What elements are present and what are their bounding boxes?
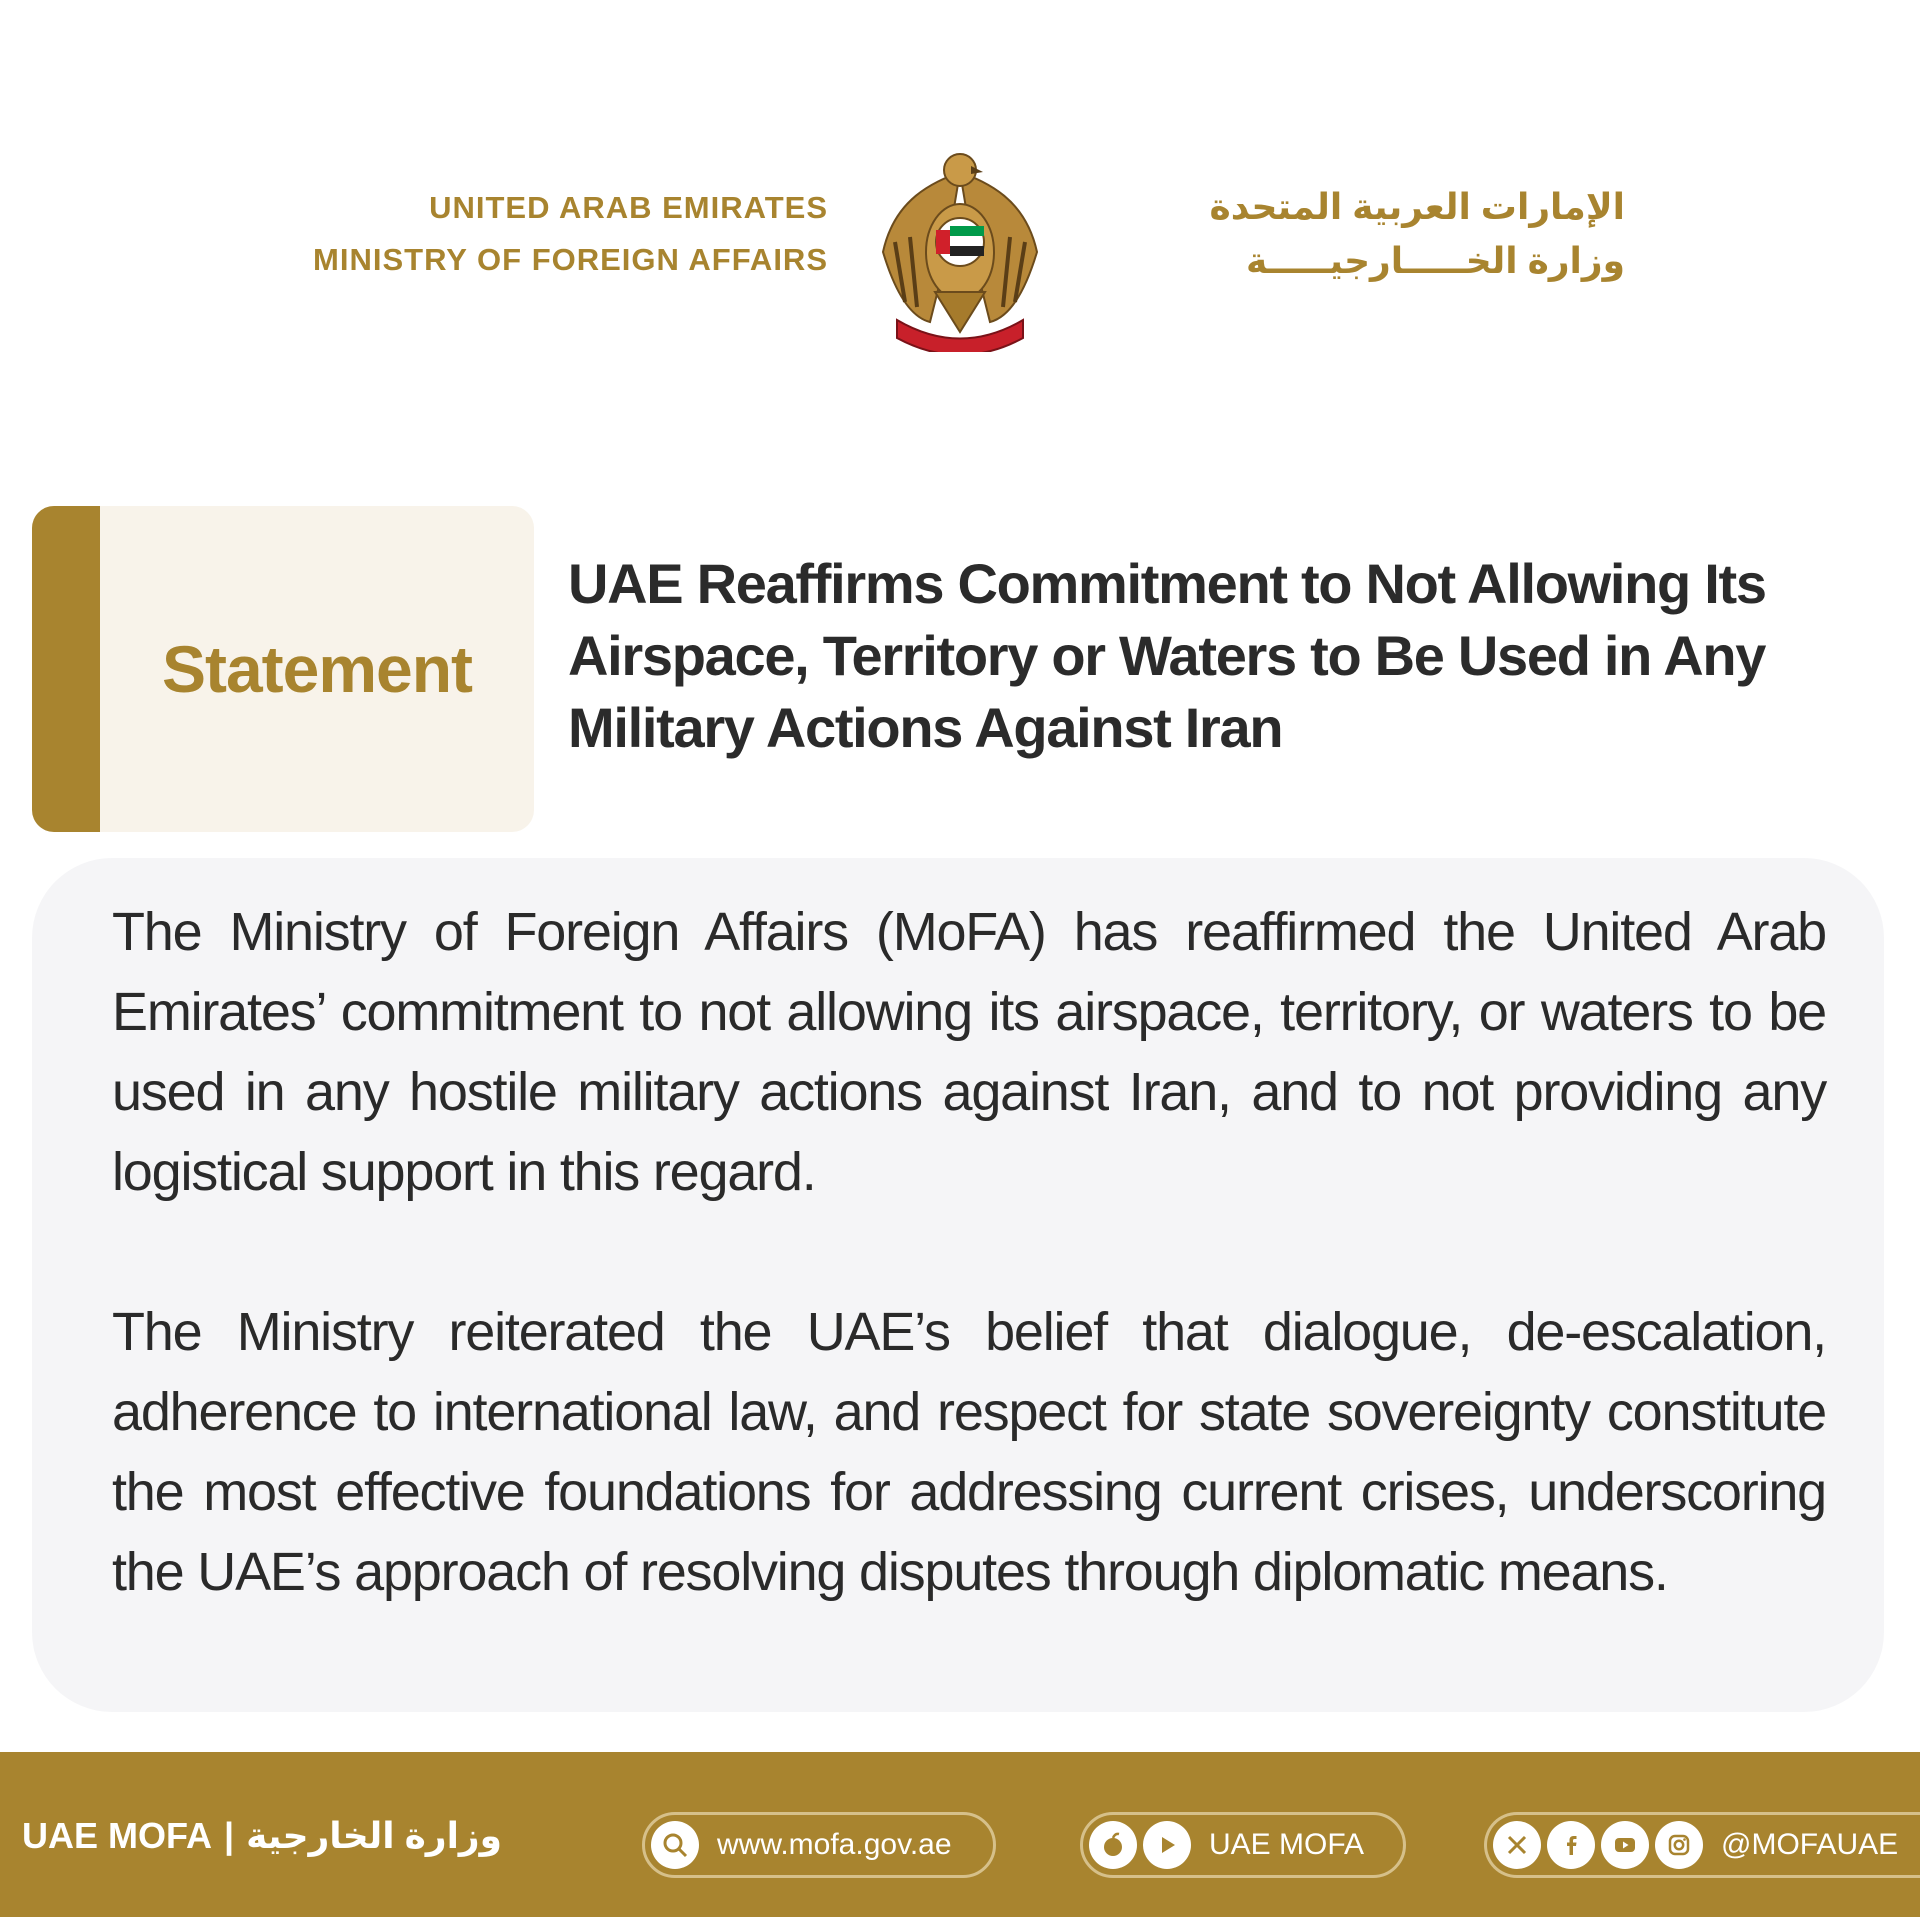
- country-name-ar: الإمارات العربية المتحدة: [1209, 186, 1625, 227]
- website-url: www.mofa.gov.ae: [717, 1828, 952, 1861]
- paragraph-2: The Ministry reiterated the UAE’s belief that dialogue, de-escalation, adherence to international law, and respect for state sovereignty constitute the most effective foundations for addressing current crises, underscoring the UAE’s approach of resolving disputes through diplomatic means.: [112, 1302, 1826, 1602]
- app-link[interactable]: [1080, 1812, 1406, 1878]
- youtube-icon[interactable]: [1601, 1821, 1649, 1869]
- paragraph-1: The Ministry of Foreign Affairs (MoFA) has reaffirmed the United Arab Emirates’ commitment to not allowing its airspace, territory, or waters to be used in any hostile military actions against Iran, and to not providing any logistical support in this regard.: [112, 902, 1826, 1202]
- footer-brand-separator: |: [224, 1815, 235, 1856]
- social-handle: @MOFAUAE: [1721, 1828, 1899, 1861]
- app-label: UAE MOFA: [1209, 1828, 1365, 1861]
- footer-brand-en: UAE MOFA: [22, 1815, 213, 1856]
- facebook-icon[interactable]: [1547, 1821, 1595, 1869]
- country-name-en: UNITED ARAB EMIRATES: [429, 190, 828, 225]
- headline: UAE Reaffirms Commitment to Not Allowing Its Airspace, Territory or Waters to Be Used in Any Military Actions Against Iran: [568, 552, 1766, 759]
- x-icon[interactable]: [1493, 1821, 1541, 1869]
- ministry-name-en: MINISTRY OF FOREIGN AFFAIRS: [313, 242, 828, 277]
- ministry-name-arabic: [1085, 180, 1625, 288]
- play-store-icon: [1143, 1821, 1191, 1869]
- social-links[interactable]: [1484, 1812, 1920, 1878]
- statement-tag: [32, 506, 534, 832]
- uae-emblem: [875, 142, 1045, 352]
- footer-brand: [22, 1815, 502, 1857]
- instagram-icon[interactable]: [1655, 1821, 1703, 1869]
- ministry-name-ar: وزارة الخـــــارجيـــــة: [1246, 240, 1625, 281]
- ministry-name-english: [300, 182, 828, 286]
- statement-label: Statement: [161, 632, 473, 706]
- website-link[interactable]: [642, 1812, 996, 1878]
- footer-brand-ar: وزارة الخارجية: [246, 1815, 503, 1856]
- search-icon: [651, 1821, 699, 1869]
- apple-icon: [1089, 1821, 1137, 1869]
- statement-accent-bar: [32, 506, 100, 832]
